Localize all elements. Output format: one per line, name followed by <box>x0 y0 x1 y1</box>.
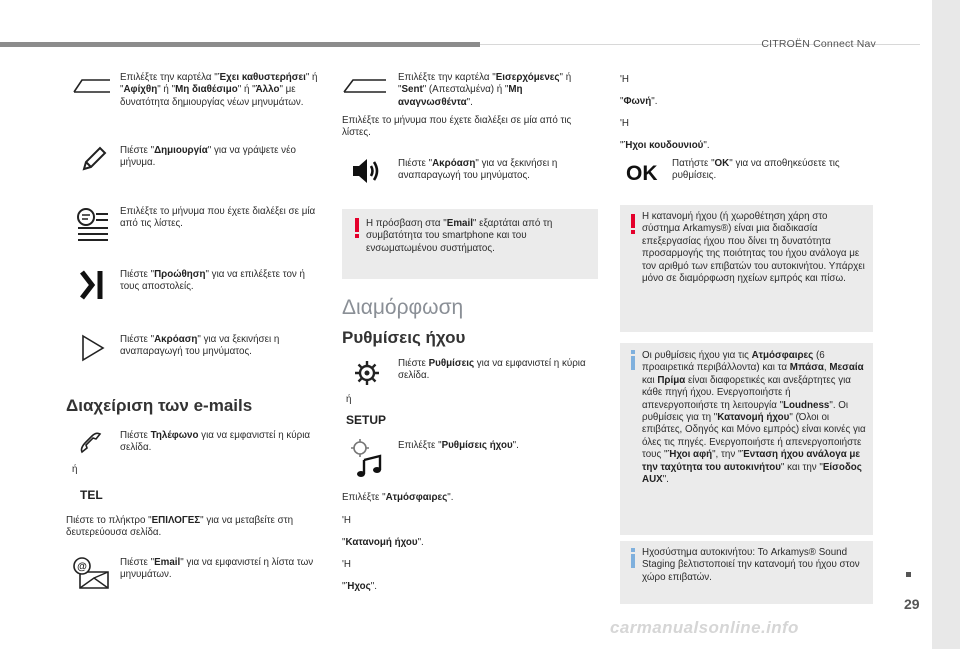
heading-email-management: Διαχείριση των e-mails <box>66 396 253 415</box>
tab-select-icon <box>72 76 112 96</box>
watermark: carmanualsonline.info <box>610 618 799 637</box>
col2-para-settings: Πιέστε Ρυθμίσεις για να εμφανιστεί η κύρια σελίδα. <box>398 358 586 382</box>
col1-para-forward: Πιέστε "Προώθηση" για να επιλέξετε τον ή τους αποστολείς. <box>120 269 305 293</box>
side-strip <box>932 0 960 649</box>
speaker-icon <box>350 156 384 186</box>
play-icon <box>80 334 106 362</box>
col3-option-ringtones: "Ήχοι κουδουνιού". <box>620 140 710 151</box>
col2-para-sound-settings: Επιλέξτε "Ρυθμίσεις ήχου". <box>398 440 519 451</box>
col1-para-play: Πιέστε "Ακρόαση" για να ξεκινήσει η αναπαραγωγή του μηνύματος. <box>120 334 280 358</box>
or-label: 'Η <box>342 515 351 526</box>
forward-icon <box>78 268 104 302</box>
tab-select-icon <box>342 76 388 96</box>
col1-para-tabs: Επιλέξτε την καρτέλα "Έχει καθυστερήσει" ή "Αφίχθη" ή "Μη διαθέσιμο" ή "Άλλο" με δυνατότητα δημιουργίας νέων μηνυμάτων. <box>120 72 318 108</box>
note-distribution-text: Η κατανομή ήχου (ή χωροθέτηση χάρη στο σύστημα Arkamys®) είναι μια διαδικασία επεξεργασίας ήχου που δίνει τη δυνατότητα προσαρμογής της ποιότητας του ήχου ανάλογα με τον αριθμό των επιβατών του αυτοκινήτου. Υπάρχει μόνο σε διαμόρφωση ηχείων εμπρός και πίσω. <box>642 211 865 285</box>
col2-para-select-message: Επιλέξτε το μήνυμα που έχετε διαλέξει σε μία από τις λίστες. <box>342 115 572 139</box>
note-settings-text: Οι ρυθμίσεις ήχου για τις Ατμόσφαιρες (6 προαιρετικά περιβάλλοντα) και τα Μπάσα, Μεσαία και Πρίμα είναι διαφορετικές και ανεξάρτητες για κάθε πηγή ήχου. Ενεργοποιήστε ή απενεργοποιήστε τη λειτουργία "Loudness". Οι ρυθμίσεις για τη "Κατανομή ήχου" (Όλοι οι επιβάτες, Οδηγός και Μόνο εμπρός) είναι κοινές για όλες τις πηγές. Ενεργοποιήστε ή απενεργοποιήστε τους "Ήχοι αφή", την "Ένταση ήχου ανάλογα με την ταχύτητα του αυτοκινήτου" και την "Είσοδος AUX". <box>642 350 866 486</box>
setup-button-label: SETUP <box>346 413 387 427</box>
col3-para-ok: Πατήστε "OK" για να αποθηκεύσετε τις ρυθμίσεις. <box>672 158 840 182</box>
pencil-icon <box>78 144 108 174</box>
col1-para-phone: Πιέστε Τηλέφωνο για να εμφανιστεί η κύρια σελίδα. <box>120 430 311 454</box>
ok-button-label: OK <box>626 162 658 185</box>
section-title-configuration: Διαμόρφωση <box>342 296 464 319</box>
col3-option-voice: "Φωνή". <box>620 96 658 107</box>
or-label: ή <box>72 464 78 475</box>
col2-para-ambiences: Επιλέξτε "Ατμόσφαιρες". <box>342 492 454 503</box>
col2-para-tabs: Επιλέξτε την καρτέλα "Εισερχόμενες" ή "Sent" (Απεσταλμένα) ή "Μη αναγνωσθέντα". <box>398 72 572 108</box>
col1-para-email: Πιέστε "Email" για να εμφανιστεί η λίστα των μηνυμάτων. <box>120 557 314 581</box>
col2-para-play: Πιέστε "Ακρόαση" για να ξεκινήσει η αναπαραγωγή του μηνύματος. <box>398 158 558 182</box>
message-list-icon <box>74 204 110 244</box>
header-rule <box>0 42 480 47</box>
or-label: 'Η <box>620 118 629 129</box>
col2-option-sound: "Ήχος". <box>342 581 377 592</box>
or-label: 'Η <box>620 74 629 85</box>
page-marker <box>906 572 911 577</box>
col1-para-select-message: Επιλέξτε το μήνυμα που έχετε διαλέξει σε μία από τις λίστες. <box>120 206 316 230</box>
svg-text:@: @ <box>77 561 87 573</box>
col1-para-options: Πιέστε το πλήκτρο "ΕΠΙΛΟΓΕΣ" για να μεταβείτε στη δευτερεύουσα σελίδα. <box>66 515 294 539</box>
or-label: ή <box>346 394 352 405</box>
page-number: 29 <box>904 596 920 612</box>
phone-icon <box>78 430 104 456</box>
page-header: CITROËN Connect Nav <box>761 38 876 50</box>
col2-option-distribution: "Κατανομή ήχου". <box>342 537 424 548</box>
heading-sound-settings: Ρυθμίσεις ήχου <box>342 328 466 347</box>
info-icon <box>630 548 636 573</box>
email-icon <box>72 556 112 590</box>
warning-icon <box>354 218 360 243</box>
info-icon <box>630 350 636 375</box>
tel-button-label: TEL <box>80 488 103 502</box>
note-arkamys-text: Ηχοσύστημα αυτοκινήτου: Το Arkamys® Sound Staging βελτιστοποιεί την κατανομή του ήχου στον χώρο επιβατών. <box>642 547 860 583</box>
gear-icon <box>354 360 380 386</box>
col1-para-create: Πιέστε "Δημιουργία" για να γράψετε νέο μήνυμα. <box>120 145 296 169</box>
sound-settings-icon <box>350 438 384 478</box>
note-email-text: Η πρόσβαση στα "Email" εξαρτάται από τη συμβατότητα του smartphone και του ενσωματωμένου συστήματος. <box>366 218 553 254</box>
warning-icon <box>630 214 636 239</box>
or-label: 'Η <box>342 559 351 570</box>
